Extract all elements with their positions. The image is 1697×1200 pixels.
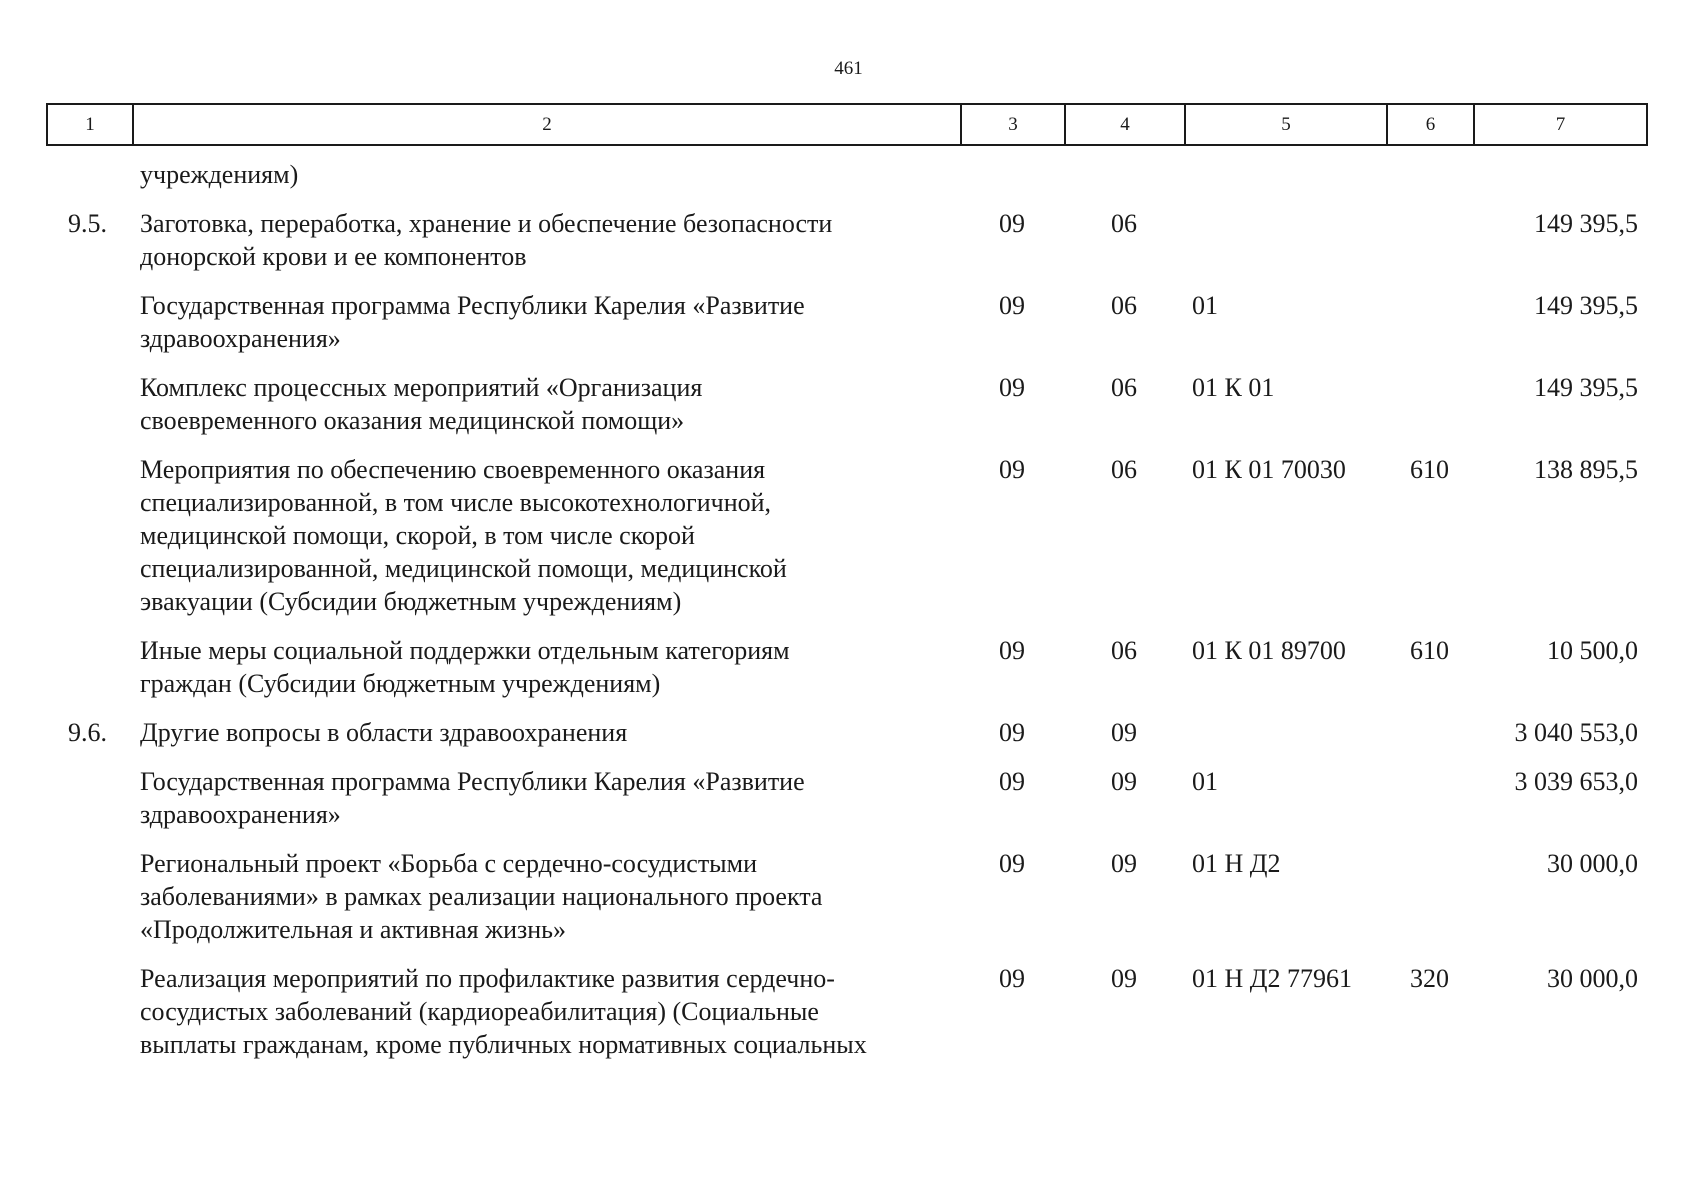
description-line: заболеваниями» в рамках реализации национального проекта: [140, 882, 823, 911]
target-article-code: 01 Н Д2: [1192, 849, 1281, 878]
column-header-3: 3: [961, 104, 1065, 145]
description-line: специализированной, медицинской помощи, медицинской: [140, 554, 787, 583]
target-article-code: 01 К 01 89700: [1192, 636, 1346, 665]
column-header-4: 4: [1065, 104, 1185, 145]
row-description: [132, 371, 960, 437]
description-line: своевременного оказания медицинской помощи»: [140, 406, 685, 435]
description-line: специализированной, в том числе высокотехнологичной,: [140, 488, 772, 517]
section-code: 09: [999, 291, 1025, 320]
row-number: [46, 289, 132, 355]
description-line: Другие вопросы в области здравоохранения: [140, 718, 628, 747]
row-description: [132, 207, 960, 273]
description-line: выплаты гражданам, кроме публичных нормативных социальных: [140, 1030, 867, 1059]
table-row: [46, 453, 1646, 618]
table-row: [46, 207, 1646, 273]
row-number: 9.5.: [68, 209, 107, 238]
column-header-6: 6: [1387, 104, 1474, 145]
expense-type-code: [1386, 207, 1473, 273]
amount: 30 000,0: [1547, 964, 1638, 993]
description-line: медицинской помощи, скорой, в том числе скорой: [140, 521, 695, 550]
subsection-code: 09: [1111, 849, 1137, 878]
table-row: [46, 634, 1646, 700]
row-description: [132, 289, 960, 355]
description-line: сосудистых заболеваний (кардиореабилитация) (Социальные: [140, 997, 819, 1026]
table-row: [46, 765, 1646, 831]
section-code: [960, 158, 1064, 191]
row-number: [46, 453, 132, 618]
section-code: 09: [999, 767, 1025, 796]
section-code: 09: [999, 964, 1025, 993]
description-line: здравоохранения»: [140, 324, 341, 353]
column-header-7: 7: [1474, 104, 1647, 145]
section-code: 09: [999, 849, 1025, 878]
row-description: [132, 158, 960, 191]
row-number: [46, 765, 132, 831]
row-number: [46, 847, 132, 946]
column-header-5: 5: [1185, 104, 1387, 145]
expense-type-code: [1386, 847, 1473, 946]
target-article-code: 01: [1192, 291, 1218, 320]
target-article-code: 01: [1192, 767, 1218, 796]
subsection-code: [1064, 158, 1184, 191]
column-header-1: 1: [47, 104, 133, 145]
expense-type-code: [1386, 158, 1473, 191]
target-article-code: [1184, 207, 1386, 273]
target-article-code: [1184, 158, 1386, 191]
description-line: Комплекс процессных мероприятий «Организация: [140, 373, 703, 402]
table-row: [46, 289, 1646, 355]
table-row: [46, 962, 1646, 1061]
target-article-code: [1184, 716, 1386, 749]
description-line: донорской крови и ее компонентов: [140, 242, 527, 271]
description-line: граждан (Субсидии бюджетным учреждениям): [140, 669, 661, 698]
subsection-code: 06: [1111, 455, 1137, 484]
description-line: Государственная программа Республики Карелия «Развитие: [140, 767, 805, 796]
subsection-code: 09: [1111, 767, 1137, 796]
subsection-code: 09: [1111, 718, 1137, 747]
description-line: здравоохранения»: [140, 800, 341, 829]
table-body: [46, 158, 1646, 1077]
section-code: 09: [999, 636, 1025, 665]
expense-type-code: [1386, 289, 1473, 355]
description-line: Государственная программа Республики Карелия «Развитие: [140, 291, 805, 320]
expense-type-code: [1386, 371, 1473, 437]
subsection-code: 06: [1111, 373, 1137, 402]
page-number: 461: [834, 58, 863, 79]
row-description: [132, 847, 960, 946]
subsection-code: 06: [1111, 636, 1137, 665]
row-number: [46, 634, 132, 700]
row-number: 9.6.: [68, 718, 107, 747]
amount: 138 895,5: [1534, 455, 1638, 484]
expense-type-code: 320: [1410, 964, 1449, 993]
row-description: [132, 765, 960, 831]
description-line: «Продолжительная и активная жизнь»: [140, 915, 567, 944]
subsection-code: 06: [1111, 291, 1137, 320]
section-code: 09: [999, 455, 1025, 484]
row-description: [132, 716, 960, 749]
expense-type-code: 610: [1410, 455, 1449, 484]
subsection-code: 09: [1111, 964, 1137, 993]
amount: 149 395,5: [1534, 373, 1638, 402]
target-article-code: 01 К 01 70030: [1192, 455, 1346, 484]
row-description: [132, 453, 960, 618]
expense-type-code: [1386, 716, 1473, 749]
amount: 3 040 553,0: [1514, 718, 1638, 747]
subsection-code: 06: [1111, 209, 1137, 238]
table-row: [46, 371, 1646, 437]
description-line: Мероприятия по обеспечению своевременного оказания: [140, 455, 766, 484]
description-line: Заготовка, переработка, хранение и обеспечение безопасности: [140, 209, 833, 238]
table-row: [46, 716, 1646, 749]
description-line: учреждениям): [140, 160, 299, 189]
amount: 149 395,5: [1534, 209, 1638, 238]
table-row: [46, 158, 1646, 191]
section-code: 09: [999, 209, 1025, 238]
table-row: [46, 847, 1646, 946]
amount: 149 395,5: [1534, 291, 1638, 320]
amount: 30 000,0: [1547, 849, 1638, 878]
amount: [1473, 158, 1646, 191]
description-line: Иные меры социальной поддержки отдельным категориям: [140, 636, 790, 665]
column-header-2: 2: [133, 104, 961, 145]
description-line: Реализация мероприятий по профилактике развития сердечно-: [140, 964, 835, 993]
description-line: Региональный проект «Борьба с сердечно-сосудистыми: [140, 849, 758, 878]
expense-type-code: 610: [1410, 636, 1449, 665]
target-article-code: 01 К 01: [1192, 373, 1275, 402]
row-number: [46, 962, 132, 1061]
row-number: [46, 158, 132, 191]
target-article-code: 01 Н Д2 77961: [1192, 964, 1353, 993]
section-code: 09: [999, 718, 1025, 747]
row-description: [132, 634, 960, 700]
row-description: [132, 962, 960, 1061]
row-number: [46, 371, 132, 437]
expense-type-code: [1386, 765, 1473, 831]
table-header: [46, 103, 1648, 146]
amount: 10 500,0: [1547, 636, 1638, 665]
amount: 3 039 653,0: [1514, 767, 1638, 796]
section-code: 09: [999, 373, 1025, 402]
description-line: эвакуации (Субсидии бюджетным учреждениям): [140, 587, 682, 616]
